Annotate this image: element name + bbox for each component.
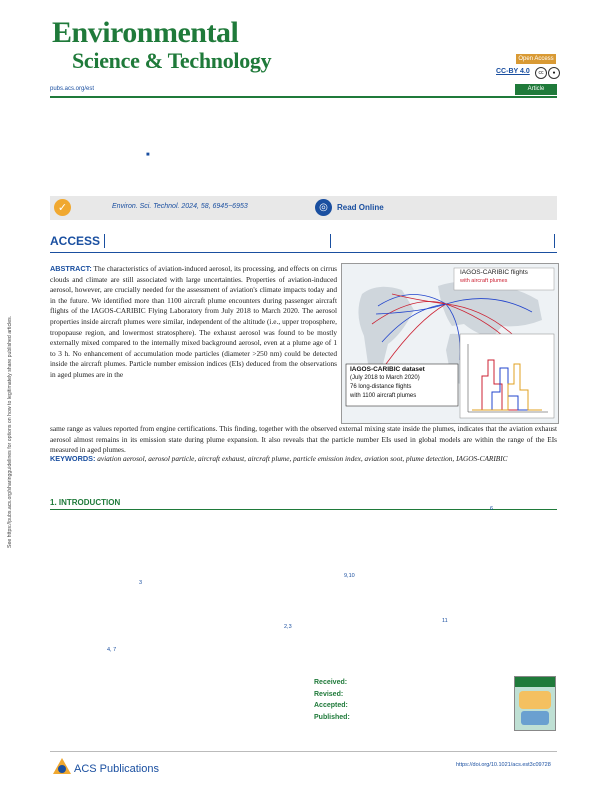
date-received: Received: bbox=[314, 679, 348, 686]
journal-logo-line2: Science & Technology bbox=[72, 48, 272, 73]
toc-graphic bbox=[341, 263, 559, 424]
reference-link[interactable]: 4, 7 bbox=[107, 647, 117, 653]
access-separator bbox=[330, 234, 331, 248]
doi-link[interactable]: https://doi.org/10.1021/acs.est3c09728 bbox=[456, 762, 551, 768]
toc-box-line4: with 1100 aircraft plumes bbox=[350, 393, 417, 399]
read-online-link[interactable]: Read Online bbox=[337, 203, 384, 212]
journal-cover-thumbnail bbox=[514, 676, 556, 731]
journal-logo-line1: Environmental bbox=[52, 16, 239, 49]
reference-link[interactable]: 11 bbox=[442, 618, 448, 624]
open-access-badge[interactable]: Open Access bbox=[516, 54, 556, 64]
article-dates bbox=[314, 677, 350, 723]
access-divider bbox=[50, 252, 557, 253]
reference-link[interactable]: 2,3 bbox=[284, 624, 292, 630]
cite-icon[interactable]: ✓ bbox=[54, 199, 71, 216]
header-divider bbox=[50, 96, 557, 98]
by-icon: ● bbox=[548, 67, 560, 79]
article-type-badge: Article bbox=[515, 84, 557, 95]
section-divider bbox=[50, 509, 557, 510]
access-separator bbox=[104, 234, 105, 248]
abstract-narrow bbox=[50, 264, 337, 381]
abstract-label: ABSTRACT: bbox=[50, 264, 92, 273]
toc-legend-sub: with aircraft plumes bbox=[460, 278, 508, 284]
section-heading-introduction: 1. INTRODUCTION bbox=[50, 498, 121, 507]
journal-url[interactable]: pubs.acs.org/est bbox=[50, 86, 95, 92]
footer-divider bbox=[50, 751, 557, 752]
globe-icon[interactable]: ◎ bbox=[315, 199, 332, 216]
reference-link[interactable]: 3 bbox=[139, 580, 143, 586]
date-published: Published: bbox=[314, 713, 350, 721]
keywords-text: aviation aerosol, aerosol particle, aircraft exhaust, aircraft plume, particle emission index, aviation soot, plume detection, IAGOS-CARIBIC bbox=[97, 454, 508, 463]
acs-logo-icon bbox=[52, 757, 72, 779]
toc-box-line2: (July 2018 to March 2020) bbox=[350, 375, 420, 381]
reference-link[interactable]: 6 bbox=[490, 506, 494, 512]
date-revised: Revised: bbox=[314, 690, 344, 698]
affiliation-mark: ■ bbox=[146, 152, 150, 158]
reference-link[interactable]: 9,10 bbox=[344, 573, 355, 579]
abstract-text-narrow: The characteristics of aviation-induced aerosol, its processing, and effects on cirrus clouds and climate are still associated with large uncertainties. Properties of aviation-induced aerosol, however, are crucially needed for the assessment of aviation's climate impacts today and in the future. We identified more than 1100 aircraft plume encounters during passenger aircraft flights of the IAGOS-CARIBIC Flying Laboratory from July 2018 to March 2020. The aerosol properties inside aircraft plumes were similar, independent of the altitude (i.e., upper troposphere, tropopause region, and lowermost stratosphere). The exhaust aerosol was found to be mostly externally mixed compared to the internally mixed background aerosol, even at a plume age of 1 to 3 h. No enhancement of accumulation mode particles (diameter >250 nm) could be detected inside the aircraft plumes. Particle number emission indices (EIs) deduced from the observations in aged plumes are in the bbox=[50, 264, 337, 379]
citation-text[interactable]: Environ. Sci. Technol. 2024, 58, 6945−6953 bbox=[112, 203, 248, 210]
access-label: ACCESS bbox=[50, 234, 101, 248]
publisher-name[interactable]: ACS Publications bbox=[74, 763, 159, 775]
date-accepted: Accepted: bbox=[314, 702, 348, 709]
toc-legend-title: IAGOS-CARIBIC flights bbox=[460, 269, 528, 276]
cc-icon: cc bbox=[535, 67, 547, 79]
license-link[interactable]: CC-BY 4.0 bbox=[496, 68, 530, 75]
toc-box-line1: IAGOS-CARIBIC dataset bbox=[350, 366, 425, 373]
abstract-text-full: same range as values reported from engine certifications. This finding, together with the observed external mixing state inside the plumes, indicates that the aviation exhaust aerosol almost remains in its emission state during plume expansion. It also reveals that the particle number EIs used in global models are within the range of the EIs measured in aged plumes. bbox=[50, 424, 557, 455]
keywords-label: KEYWORDS: bbox=[50, 454, 96, 463]
access-separator bbox=[554, 234, 555, 248]
keywords bbox=[50, 454, 557, 465]
toc-map-svg bbox=[342, 264, 558, 423]
toc-box-line3: 76 long-distance flights bbox=[350, 384, 412, 390]
sharing-guidelines-note: See https://pubs.acs.org/sharingguidelines for options on how to legitimately share published articles. bbox=[7, 315, 13, 548]
